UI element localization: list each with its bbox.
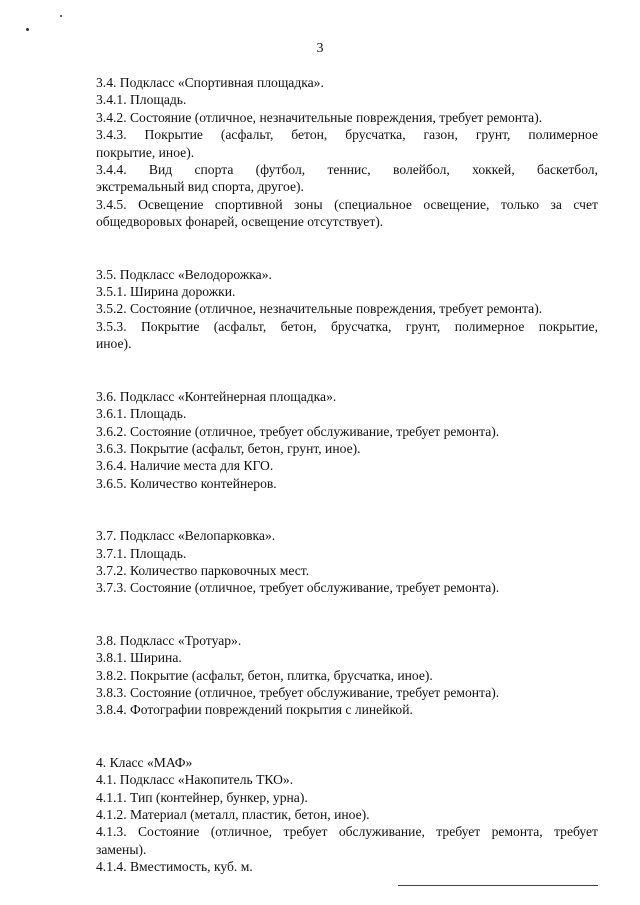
document-section bbox=[96, 632, 598, 719]
text-line: 4.1.1. Тип (контейнер, бункер, урна). bbox=[96, 789, 308, 805]
section-gap bbox=[96, 597, 598, 632]
text-line: 3.6.1. Площадь. bbox=[96, 406, 187, 422]
text-line: 3.8.1. Ширина. bbox=[96, 650, 182, 666]
text-line: 3.4.5. Освещение спортивной зоны (специальное освещение, только за счет bbox=[96, 196, 598, 212]
text-line: иное). bbox=[96, 336, 132, 352]
text-line: экстремальный вид спорта, другое). bbox=[96, 179, 304, 195]
text-line: 3.5. Подкласс «Велодорожка». bbox=[96, 266, 272, 282]
text-line: 3.4.1. Площадь. bbox=[96, 92, 187, 108]
text-line: 4.1.3. Состояние (отличное, требует обслуживание, требует ремонта, требует bbox=[96, 824, 598, 840]
text-line: 3.5.1. Ширина дорожки. bbox=[96, 284, 236, 300]
text-line: 3.7.2. Количество парковочных мест. bbox=[96, 562, 310, 578]
section-gap bbox=[96, 719, 598, 754]
text-line: общедворовых фонарей, освещение отсутствует). bbox=[96, 214, 384, 230]
text-line: 3.6.2. Состояние (отличное, требует обслуживание, требует ремонта). bbox=[96, 423, 500, 439]
text-line: 3.7. Подкласс «Велопарковка». bbox=[96, 528, 276, 544]
text-line: 4.1.4. Вместимость, куб. м. bbox=[96, 859, 253, 875]
document-section bbox=[96, 266, 598, 353]
document-body bbox=[96, 74, 598, 876]
section-gap bbox=[96, 492, 598, 527]
document-section bbox=[96, 754, 598, 876]
text-line: 4.1. Подкласс «Накопитель ТКО». bbox=[96, 772, 294, 788]
text-line: 3.5.3. Покрытие (асфальт, бетон, брусчатка, грунт, полимерное покрытие, bbox=[96, 318, 598, 334]
text-line: 3.4. Подкласс «Спортивная площадка». bbox=[96, 75, 324, 90]
page-number: 3 bbox=[316, 41, 324, 56]
text-line: 3.7.3. Состояние (отличное, требует обслуживание, требует ремонта). bbox=[96, 580, 500, 596]
text-line: 3.4.3. Покрытие (асфальт, бетон, брусчатка, газон, грунт, полимерное bbox=[96, 127, 598, 143]
text-line: 3.8.2. Покрытие (асфальт, бетон, плитка, брусчатка, иное). bbox=[96, 667, 433, 683]
document-section bbox=[96, 527, 598, 597]
text-line: 3.8.4. Фотографии повреждений покрытия с линейкой. bbox=[96, 702, 413, 718]
document-section bbox=[96, 74, 598, 231]
section-gap bbox=[96, 231, 598, 266]
text-line: 3.6. Подкласс «Контейнерная площадка». bbox=[96, 388, 337, 404]
scan-speck bbox=[60, 15, 62, 17]
scan-speck bbox=[26, 28, 29, 31]
text-line: 4. Класс «МАФ» bbox=[96, 754, 193, 770]
text-line: 3.8. Подкласс «Тротуар». bbox=[96, 632, 242, 648]
text-line: 3.4.4. Вид спорта (футбол, теннис, волейбол, хоккей, баскетбол, bbox=[96, 162, 598, 178]
text-line: 3.8.3. Состояние (отличное, требует обслуживание, требует ремонта). bbox=[96, 684, 500, 700]
text-line: 3.6.5. Количество контейнеров. bbox=[96, 475, 277, 491]
text-line: замены). bbox=[96, 841, 147, 857]
text-line: 3.5.2. Состояние (отличное, незначительные повреждения, требует ремонта). bbox=[96, 301, 543, 317]
text-line: 4.1.2. Материал (металл, пластик, бетон, иное). bbox=[96, 807, 370, 822]
text-line: 3.6.4. Наличие места для КГО. bbox=[96, 458, 274, 474]
scan-artifact-line bbox=[398, 885, 598, 886]
document-section bbox=[96, 388, 598, 492]
text-line: 3.6.3. Покрытие (асфальт, бетон, грунт, иное). bbox=[96, 440, 361, 456]
section-gap bbox=[96, 353, 598, 388]
text-line: покрытие, иное). bbox=[96, 144, 195, 160]
text-line: 3.7.1. Площадь. bbox=[96, 545, 187, 561]
text-line: 3.4.2. Состояние (отличное, незначительные повреждения, требует ремонта). bbox=[96, 109, 543, 125]
